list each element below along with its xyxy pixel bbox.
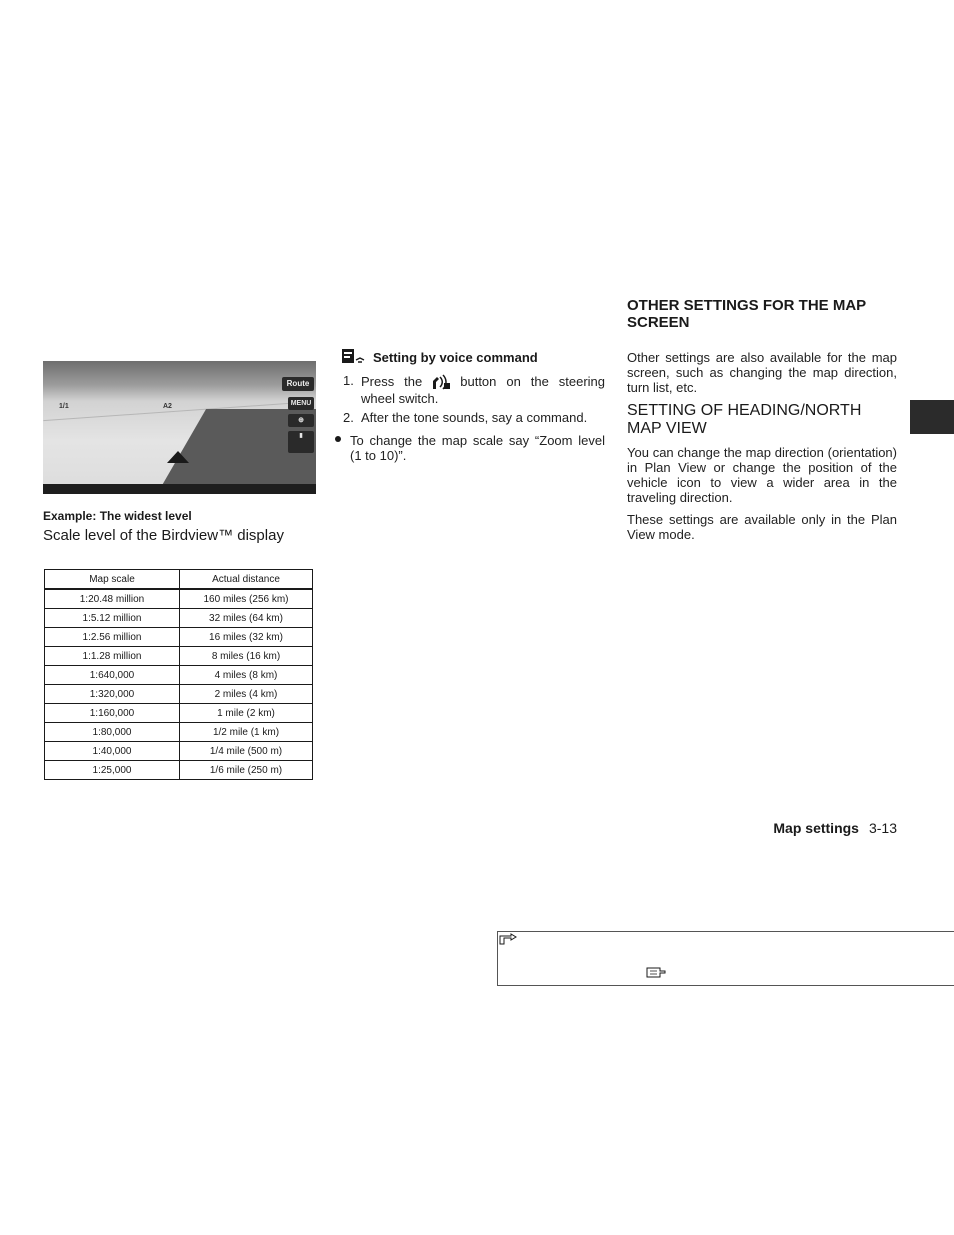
- header-actual-distance: Actual distance: [180, 570, 313, 590]
- screen-bottom-bar: [43, 484, 316, 494]
- step-2-text: After the tone sounds, say a command.: [361, 410, 588, 425]
- cell-scale: 1:640,000: [45, 666, 180, 685]
- table-header-row: [45, 570, 313, 590]
- bullet-icon: [335, 436, 341, 442]
- map-label-1: 1/1: [59, 403, 69, 410]
- pointing-hand-icon: [499, 933, 517, 945]
- cell-distance: 16 miles (32 km): [180, 628, 313, 647]
- step-1-before: Press the: [361, 374, 423, 389]
- table-row: [45, 609, 313, 628]
- cell-distance: 160 miles (256 km): [180, 589, 313, 609]
- cell-distance: 8 miles (16 km): [180, 647, 313, 666]
- zoom-bullet-text: To change the map scale say “Zoom level (1 to 10)”.: [350, 433, 605, 463]
- cell-scale: 1:80,000: [45, 723, 180, 742]
- vehicle-icon: [167, 451, 189, 463]
- table-row: [45, 704, 313, 723]
- cell-distance: 32 miles (64 km): [180, 609, 313, 628]
- cell-distance: 4 miles (8 km): [180, 666, 313, 685]
- header-map-scale: Map scale: [45, 570, 180, 590]
- map-label-2: A2: [163, 403, 172, 410]
- birdview-scale-title: Scale level of the Birdview™ display: [43, 527, 284, 544]
- table-row: [45, 761, 313, 780]
- chapter-tab: [910, 400, 954, 434]
- figure-caption: Example: The widest level: [43, 509, 192, 523]
- cell-scale: 1:160,000: [45, 704, 180, 723]
- pointing-hand-icon: [646, 966, 666, 978]
- cell-distance: 1/6 mile (250 m): [180, 761, 313, 780]
- step-1-number: 1.: [343, 373, 354, 388]
- route-button: Route: [282, 377, 314, 391]
- table-row: [45, 685, 313, 704]
- page-footer: [700, 820, 897, 836]
- voice-command-icon: [341, 348, 367, 366]
- cell-distance: 1/2 mile (1 km): [180, 723, 313, 742]
- table-row: [45, 742, 313, 761]
- cell-scale: 1:2.56 million: [45, 628, 180, 647]
- cell-scale: 1:25,000: [45, 761, 180, 780]
- table-row: [45, 628, 313, 647]
- table-row: [45, 589, 313, 609]
- voice-command-title: Setting by voice command: [373, 349, 538, 365]
- compass-icon: ⊕: [288, 414, 314, 427]
- scale-table: [44, 569, 313, 780]
- step-2-number: 2.: [343, 410, 354, 425]
- scale-indicator-icon: ▮: [288, 431, 314, 453]
- step-1-after: button on the steering wheel switch.: [361, 374, 605, 406]
- cell-scale: 1:5.12 million: [45, 609, 180, 628]
- menu-button: MENU: [288, 397, 314, 410]
- talk-switch-icon: [430, 373, 452, 391]
- table-row: [45, 723, 313, 742]
- table-row: [45, 666, 313, 685]
- cell-scale: 1:20.48 million: [45, 589, 180, 609]
- screen-side-buttons: [288, 397, 314, 494]
- reference-box: [497, 931, 954, 986]
- navigation-screen-image: [43, 361, 316, 494]
- voice-command-heading: [341, 348, 538, 366]
- footer-section-name: Map settings: [773, 820, 859, 836]
- step-1-text: [361, 373, 605, 406]
- cell-scale: 1:1.28 million: [45, 647, 180, 666]
- cell-distance: 2 miles (4 km): [180, 685, 313, 704]
- cell-distance: 1 mile (2 km): [180, 704, 313, 723]
- heading-north-subheading: SETTING OF HEADING/NORTH MAP VIEW: [627, 402, 862, 437]
- cell-distance: 1/4 mile (500 m): [180, 742, 313, 761]
- table-row: [45, 647, 313, 666]
- cell-scale: 1:320,000: [45, 685, 180, 704]
- cell-scale: 1:40,000: [45, 742, 180, 761]
- heading-north-paragraph: You can change the map direction (orientation) in Plan View or change the position of the vehicle icon to view a wider area in the traveling direction.: [627, 445, 897, 505]
- plan-view-note-paragraph: These settings are available only in the Plan View mode.: [627, 512, 897, 542]
- page-number: 3-13: [868, 820, 897, 836]
- other-settings-paragraph: Other settings are also available for the map screen, such as changing the map direction, turn list, etc.: [627, 350, 897, 395]
- other-settings-heading: OTHER SETTINGS FOR THE MAP SCREEN: [627, 297, 866, 331]
